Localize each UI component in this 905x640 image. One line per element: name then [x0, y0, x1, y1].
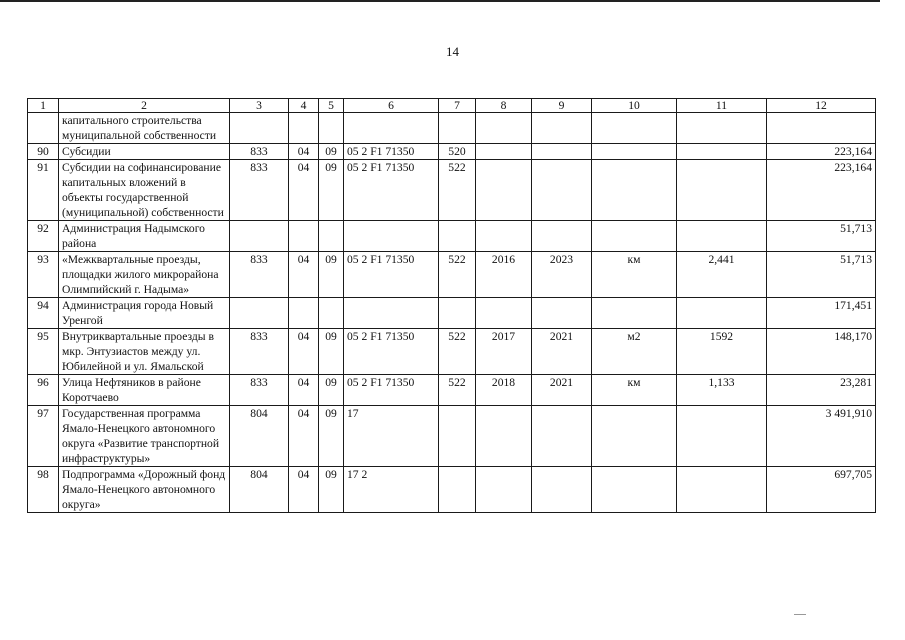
- section-cell: 04: [289, 406, 319, 467]
- expense-type-cell: [439, 467, 476, 513]
- start-year-cell: [476, 406, 532, 467]
- amount-cell: 223,164: [767, 144, 876, 160]
- end-year-cell: [532, 406, 592, 467]
- unit-cell: [592, 406, 677, 467]
- expense-type-cell: 522: [439, 375, 476, 406]
- start-year-cell: 2018: [476, 375, 532, 406]
- target-article-cell: 05 2 F1 71350: [344, 375, 439, 406]
- column-header-11: 11: [677, 99, 767, 113]
- table-row: [28, 467, 876, 513]
- column-header-10: 10: [592, 99, 677, 113]
- unit-cell: [592, 160, 677, 221]
- section-cell: 04: [289, 144, 319, 160]
- page-number: 14: [446, 44, 459, 59]
- row-number-cell: 94: [28, 298, 59, 329]
- column-header-7: 7: [439, 99, 476, 113]
- start-year-cell: [476, 467, 532, 513]
- capacity-cell: 2,441: [677, 252, 767, 298]
- row-number-cell: 91: [28, 160, 59, 221]
- scan-mark: [794, 614, 806, 615]
- unit-cell: [592, 144, 677, 160]
- end-year-cell: [532, 144, 592, 160]
- name-cell: Субсидии на софинансирование капитальных вложений в объекты государственной (муниципальной) собственности: [59, 160, 230, 221]
- expense-type-cell: [439, 113, 476, 144]
- row-number-cell: 92: [28, 221, 59, 252]
- start-year-cell: [476, 298, 532, 329]
- amount-cell: 223,164: [767, 160, 876, 221]
- name-cell: «Межквартальные проезды, площадки жилого микрорайона Олимпийский г. Надыма»: [59, 252, 230, 298]
- budget-table: [27, 98, 876, 513]
- start-year-cell: [476, 221, 532, 252]
- section-cell: 04: [289, 252, 319, 298]
- target-article-cell: 05 2 F1 71350: [344, 252, 439, 298]
- column-header-3: 3: [230, 99, 289, 113]
- target-article-cell: 17: [344, 406, 439, 467]
- name-cell: Улица Нефтяников в районе Коротчаево: [59, 375, 230, 406]
- amount-cell: [767, 113, 876, 144]
- row-number-cell: 95: [28, 329, 59, 375]
- section-cell: 04: [289, 329, 319, 375]
- subsection-cell: 09: [319, 467, 344, 513]
- table-row: [28, 144, 876, 160]
- ministry-code-cell: 833: [230, 252, 289, 298]
- subsection-cell: [319, 113, 344, 144]
- expense-type-cell: 522: [439, 252, 476, 298]
- end-year-cell: [532, 160, 592, 221]
- section-cell: [289, 298, 319, 329]
- expense-type-cell: [439, 221, 476, 252]
- section-cell: [289, 113, 319, 144]
- expense-type-cell: 520: [439, 144, 476, 160]
- expense-type-cell: [439, 406, 476, 467]
- start-year-cell: [476, 144, 532, 160]
- name-cell: Государственная программа Ямало-Ненецкого автономного округа «Развитие транспортной инфраструктуры»: [59, 406, 230, 467]
- table-row: [28, 221, 876, 252]
- subsection-cell: 09: [319, 329, 344, 375]
- column-header-9: 9: [532, 99, 592, 113]
- section-cell: 04: [289, 160, 319, 221]
- expense-type-cell: [439, 298, 476, 329]
- section-cell: [289, 221, 319, 252]
- amount-cell: 51,713: [767, 252, 876, 298]
- capacity-cell: [677, 406, 767, 467]
- target-article-cell: [344, 113, 439, 144]
- subsection-cell: 09: [319, 144, 344, 160]
- ministry-code-cell: 833: [230, 144, 289, 160]
- table-header-row: [28, 99, 876, 113]
- expense-type-cell: 522: [439, 329, 476, 375]
- ministry-code-cell: [230, 298, 289, 329]
- name-cell: Администрация города Новый Уренгой: [59, 298, 230, 329]
- ministry-code-cell: [230, 221, 289, 252]
- column-header-1: 1: [28, 99, 59, 113]
- start-year-cell: 2017: [476, 329, 532, 375]
- start-year-cell: 2016: [476, 252, 532, 298]
- unit-cell: км: [592, 375, 677, 406]
- target-article-cell: [344, 298, 439, 329]
- amount-cell: 51,713: [767, 221, 876, 252]
- subsection-cell: 09: [319, 252, 344, 298]
- end-year-cell: [532, 298, 592, 329]
- capacity-cell: 1592: [677, 329, 767, 375]
- row-number-cell: 93: [28, 252, 59, 298]
- ministry-code-cell: 833: [230, 160, 289, 221]
- section-cell: 04: [289, 467, 319, 513]
- amount-cell: 23,281: [767, 375, 876, 406]
- row-number-cell: [28, 113, 59, 144]
- target-article-cell: 05 2 F1 71350: [344, 144, 439, 160]
- ministry-code-cell: 833: [230, 375, 289, 406]
- target-article-cell: 05 2 F1 71350: [344, 160, 439, 221]
- table-row: [28, 329, 876, 375]
- table-row: [28, 375, 876, 406]
- table-row: [28, 113, 876, 144]
- amount-cell: 3 491,910: [767, 406, 876, 467]
- row-number-cell: 97: [28, 406, 59, 467]
- target-article-cell: [344, 221, 439, 252]
- unit-cell: [592, 113, 677, 144]
- end-year-cell: [532, 113, 592, 144]
- column-header-2: 2: [59, 99, 230, 113]
- end-year-cell: 2023: [532, 252, 592, 298]
- column-header-12: 12: [767, 99, 876, 113]
- top-rule: [0, 0, 880, 2]
- name-cell: Субсидии: [59, 144, 230, 160]
- unit-cell: м2: [592, 329, 677, 375]
- table-row: [28, 160, 876, 221]
- row-number-cell: 96: [28, 375, 59, 406]
- name-cell: Внутриквартальные проезды в мкр. Энтузиастов между ул. Юбилейной и ул. Ямальской: [59, 329, 230, 375]
- unit-cell: км: [592, 252, 677, 298]
- end-year-cell: 2021: [532, 329, 592, 375]
- end-year-cell: [532, 221, 592, 252]
- capacity-cell: [677, 298, 767, 329]
- capacity-cell: [677, 113, 767, 144]
- unit-cell: [592, 221, 677, 252]
- start-year-cell: [476, 113, 532, 144]
- capacity-cell: [677, 221, 767, 252]
- start-year-cell: [476, 160, 532, 221]
- subsection-cell: 09: [319, 375, 344, 406]
- table-row: [28, 252, 876, 298]
- row-number-cell: 90: [28, 144, 59, 160]
- name-cell: Подпрограмма «Дорожный фонд Ямало-Ненецкого автономного округа»: [59, 467, 230, 513]
- target-article-cell: 17 2: [344, 467, 439, 513]
- unit-cell: [592, 298, 677, 329]
- capacity-cell: [677, 160, 767, 221]
- subsection-cell: 09: [319, 406, 344, 467]
- expense-type-cell: 522: [439, 160, 476, 221]
- end-year-cell: [532, 467, 592, 513]
- row-number-cell: 98: [28, 467, 59, 513]
- ministry-code-cell: 804: [230, 406, 289, 467]
- subsection-cell: [319, 221, 344, 252]
- capacity-cell: 1,133: [677, 375, 767, 406]
- capacity-cell: [677, 144, 767, 160]
- capacity-cell: [677, 467, 767, 513]
- unit-cell: [592, 467, 677, 513]
- name-cell: Администрация Надымского района: [59, 221, 230, 252]
- ministry-code-cell: 804: [230, 467, 289, 513]
- column-header-5: 5: [319, 99, 344, 113]
- name-cell: капитального строительства муниципальной собственности: [59, 113, 230, 144]
- column-header-4: 4: [289, 99, 319, 113]
- ministry-code-cell: 833: [230, 329, 289, 375]
- ministry-code-cell: [230, 113, 289, 144]
- target-article-cell: 05 2 F1 71350: [344, 329, 439, 375]
- table-row: [28, 406, 876, 467]
- table-body: [28, 113, 876, 513]
- end-year-cell: 2021: [532, 375, 592, 406]
- amount-cell: 697,705: [767, 467, 876, 513]
- amount-cell: 148,170: [767, 329, 876, 375]
- column-header-6: 6: [344, 99, 439, 113]
- table-row: [28, 298, 876, 329]
- subsection-cell: 09: [319, 160, 344, 221]
- section-cell: 04: [289, 375, 319, 406]
- amount-cell: 171,451: [767, 298, 876, 329]
- subsection-cell: [319, 298, 344, 329]
- column-header-8: 8: [476, 99, 532, 113]
